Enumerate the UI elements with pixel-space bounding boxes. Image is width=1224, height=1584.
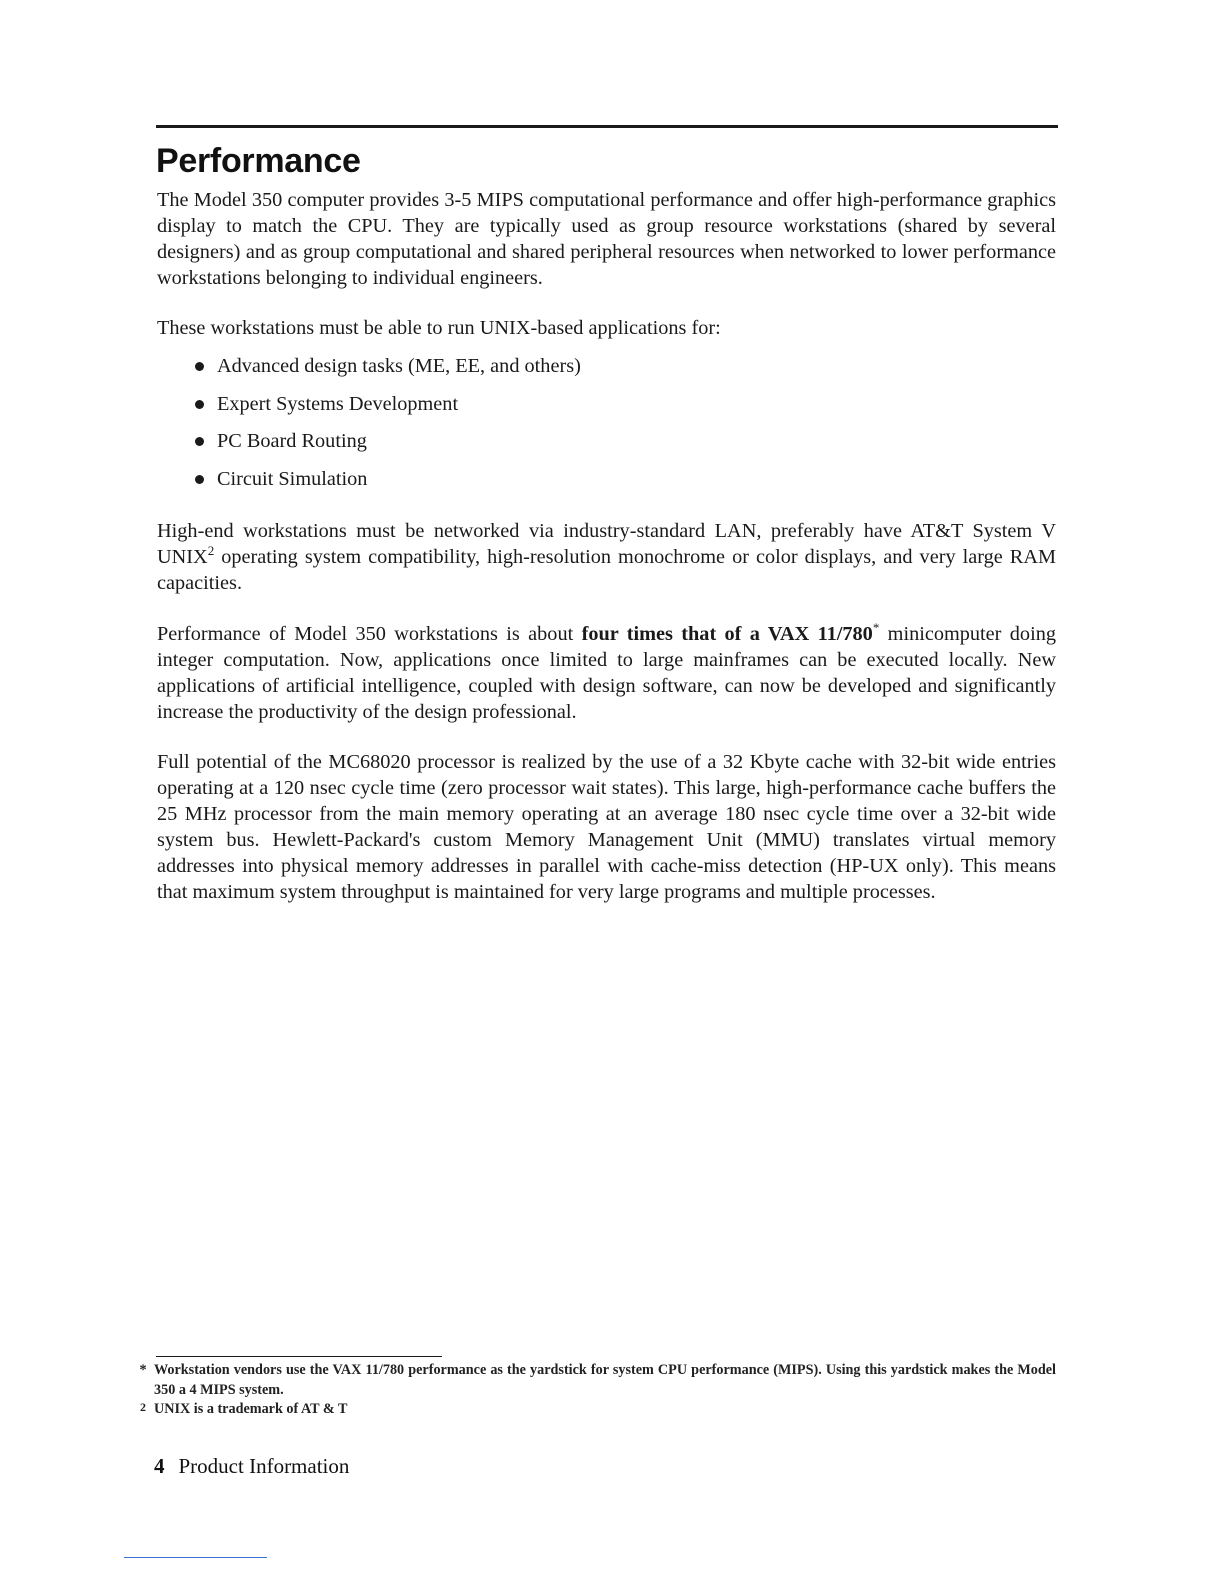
footnote-text: UNIX is a trademark of AT & T: [154, 1401, 348, 1417]
footnote-mark: *: [139, 1362, 147, 1378]
list-item-text: Expert Systems Development: [217, 392, 459, 415]
vax-text-end: minicomputer doing integer computation. Now, applications once limited to large mainframes can be executed locally. New applications of artificial intelligence, coupled with design software, can now be developed and significantly increase the productivity of the design professional.: [157, 623, 1056, 723]
page-footer: [154, 1453, 349, 1479]
footnote-2: [134, 1399, 1056, 1419]
list-item-text: Advanced design tasks (ME, EE, and others): [217, 355, 581, 377]
footnote-star: [134, 1360, 1056, 1400]
list-item: [157, 391, 1056, 429]
intro-paragraph: The Model 350 computer provides 3-5 MIPS computational performance and offer high-performance graphics display to match the CPU. They are typically used as group resource workstations (shared by several designers) and as group computational and shared peripheral resources when networked to lower performance workstations belonging to individual engineers.: [157, 189, 1056, 289]
bullet-icon: [195, 475, 204, 484]
section-top-rule: [156, 125, 1058, 128]
footnote-rule: [156, 1356, 442, 1357]
footnote-ref-2: 2: [207, 543, 215, 558]
list-item: [157, 428, 1056, 466]
list-item: [157, 353, 1056, 391]
bullet-icon: [195, 437, 204, 446]
vax-emphasis: four times that of a VAX 11/780: [581, 623, 873, 645]
networking-text-start: High-end workstations must be networked via industry-standard LAN, preferably have AT&T System V UNIX: [157, 520, 1056, 568]
footer-section-title: Product Information: [178, 1454, 350, 1478]
bullet-icon: [195, 400, 204, 409]
processor-paragraph: Full potential of the MC68020 processor is realized by the use of a 32 Kbyte cache with 32-bit wide entries operating at a 120 nsec cycle time (zero processor wait states). This large, high-performance cache buffers the 25 MHz processor from the main memory operating at an average 180 nsec cycle time over a 32-bit wide system bus. Hewlett-Packard's custom Memory Management Unit (MMU) translates virtual memory addresses into physical memory addresses in parallel with cache-miss detection (HP-UX only). This means that maximum system throughput is maintained for very large programs and multiple processes.: [157, 751, 1056, 903]
section-heading: Performance: [156, 142, 361, 180]
applications-intro: These workstations must be able to run UNIX-based applications for:: [157, 317, 721, 339]
scan-edge-line: [124, 1557, 267, 1558]
footnote-mark: 2: [140, 1400, 146, 1414]
networking-text-end: operating system compatibility, high-resolution monochrome or color displays, and very large RAM capacities.: [157, 546, 1056, 594]
list-item-text: Circuit Simulation: [217, 467, 368, 490]
footnote-text: Workstation vendors use the VAX 11/780 performance as the yardstick for system CPU performance (MIPS). Using this yardstick makes the Model 350 a 4 MIPS system.: [154, 1362, 1056, 1398]
vax-comparison-paragraph: [157, 621, 1056, 725]
page-number: 4: [154, 1454, 165, 1478]
vax-text-start: Performance of Model 350 workstations is about: [157, 623, 582, 645]
networking-paragraph: [157, 518, 1056, 596]
bullet-icon: [195, 362, 204, 371]
applications-list: [157, 353, 1056, 503]
list-item-text: PC Board Routing: [217, 430, 367, 452]
list-item: [157, 466, 1056, 504]
footnote-ref-star: *: [872, 620, 880, 635]
